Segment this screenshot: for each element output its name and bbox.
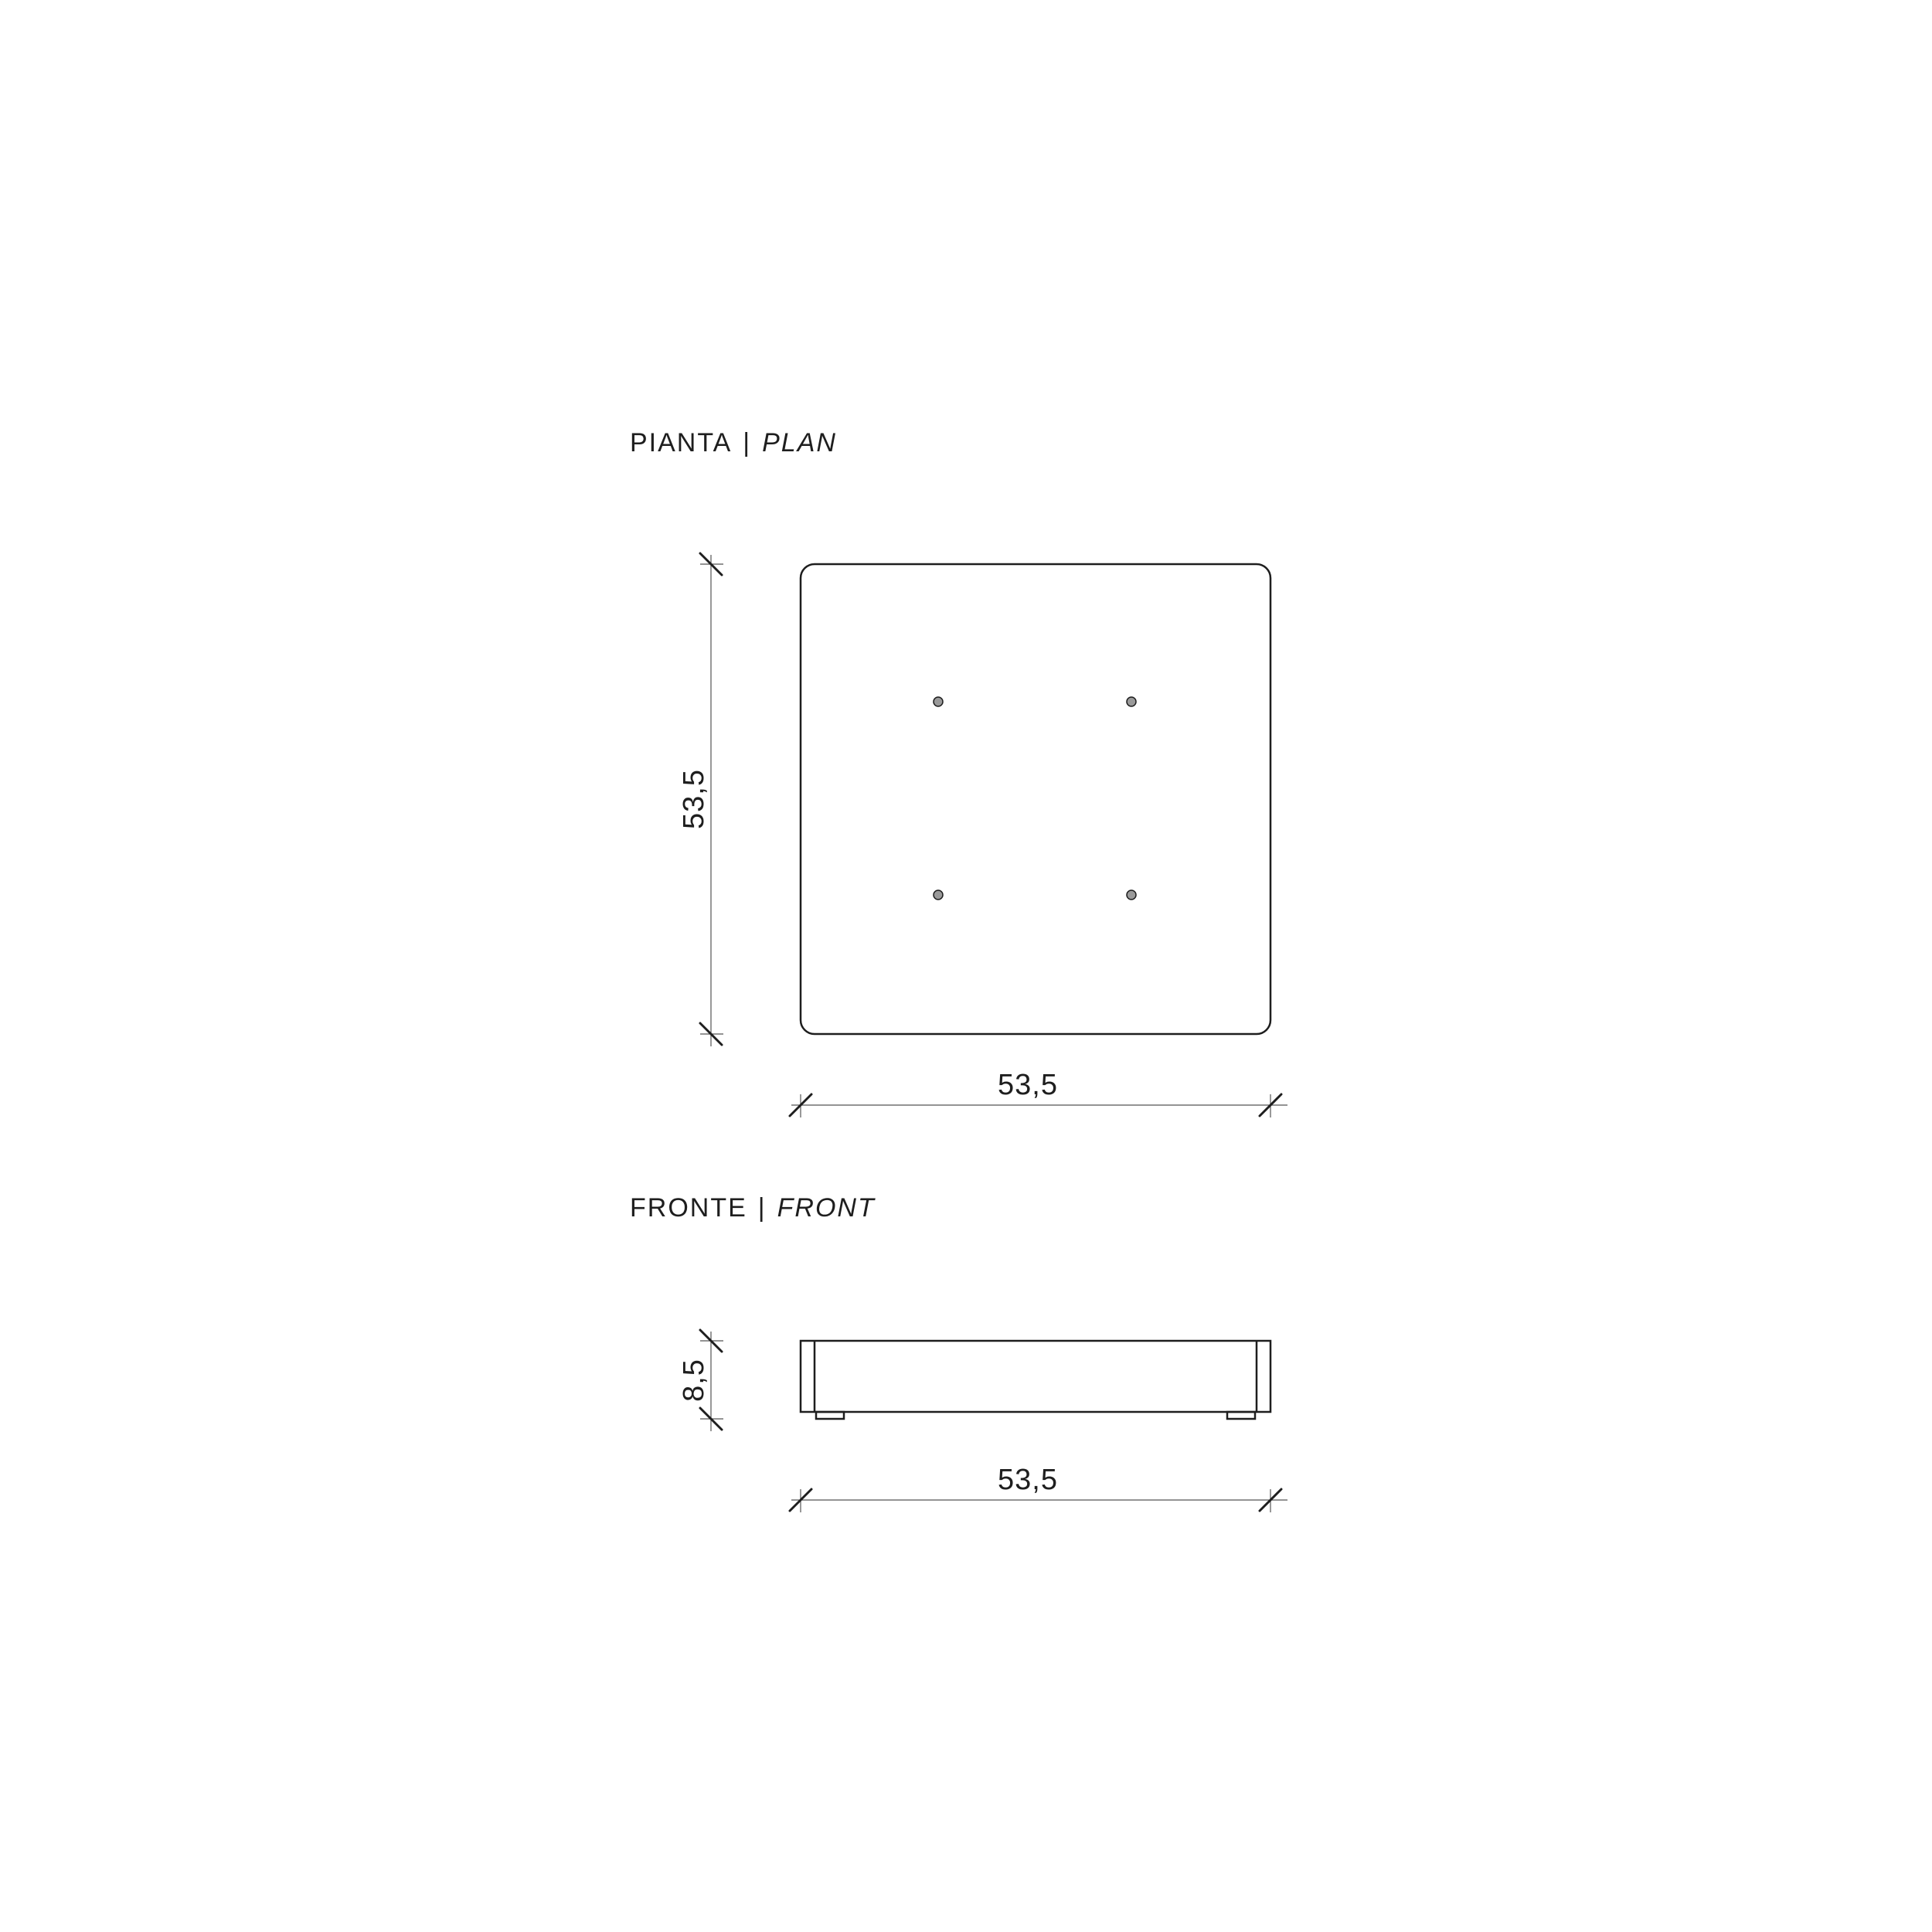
front-title	[630, 1193, 876, 1223]
plan-title-alt: PLAN	[762, 428, 837, 457]
plan-outline	[801, 564, 1270, 1034]
front-width-label: 53,5	[998, 1464, 1058, 1496]
front-foot-right	[1227, 1412, 1255, 1419]
front-view	[630, 1193, 1287, 1512]
plan-height-label: 53,5	[678, 769, 710, 829]
plan-title-separator: |	[743, 428, 752, 457]
front-title-alt: FRONT	[777, 1193, 876, 1223]
plan-width-dimension	[790, 1069, 1287, 1117]
front-height-dimension	[678, 1330, 723, 1431]
front-height-label: 8,5	[678, 1359, 710, 1402]
plan-title-main: PIANTA	[630, 428, 733, 457]
front-title-main: FRONTE	[630, 1193, 747, 1223]
front-width-dimension	[790, 1464, 1287, 1512]
plan-width-label: 53,5	[998, 1069, 1058, 1101]
plan-hole-top-left	[934, 697, 943, 706]
plan-hole-bottom-left	[934, 890, 943, 900]
plan-view	[630, 428, 1287, 1117]
plan-hole-top-right	[1127, 697, 1136, 706]
front-title-separator: |	[757, 1193, 767, 1223]
front-body-outline	[801, 1341, 1270, 1412]
plan-hole-bottom-right	[1127, 890, 1136, 900]
plan-height-dimension	[678, 553, 723, 1046]
front-foot-left	[816, 1412, 844, 1419]
plan-title	[630, 428, 837, 457]
